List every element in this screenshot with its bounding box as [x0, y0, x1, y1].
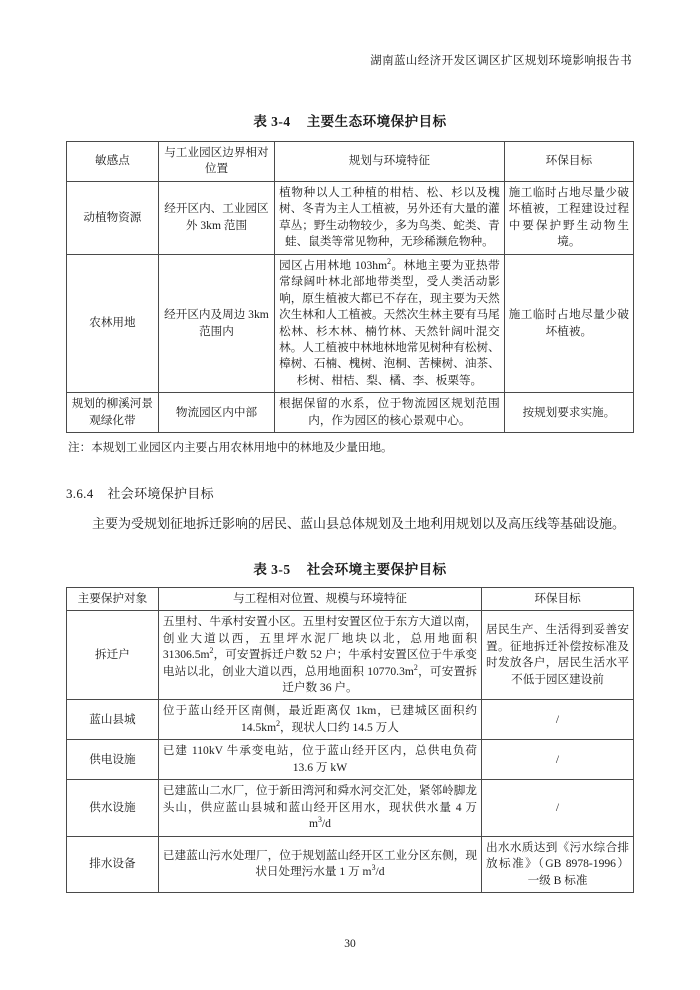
desc-text-c: ，可安置拆迁户数 36 户。 [282, 664, 478, 695]
table-3-4-header-row [67, 142, 634, 182]
superscript-unit: 2 [276, 719, 281, 729]
table-3-4-caption-number: 表 3-4 [253, 114, 291, 129]
cell-target: / [482, 780, 634, 836]
desc-text-a: 已建蓝山二水厂，位于新田湾河和舜水河交汇处，紧邻岭脚龙头山，供应蓝山县城和蓝山经开区用水，现状供水量 4 万 m [162, 784, 478, 831]
table-3-4-col-target: 环保目标 [504, 142, 633, 182]
superscript-unit: 3 [371, 863, 376, 873]
section-heading-3-6-4 [66, 483, 634, 502]
cell-relative-position: 经开区内、工业园区外 3km 范围 [158, 181, 274, 254]
superscript-unit: 2 [387, 256, 392, 266]
cell-description [158, 836, 481, 892]
table-3-4-note: 注：本规划工业园区内主要占用农林用地中的林地及少量田地。 [68, 441, 393, 455]
section-paragraph: 主要为受规划征地拆迁影响的居民、蓝山县总体规划及土地利用规划以及高压线等基础设施。 [92, 515, 626, 531]
cell-target: 施工临时占地尽量少破坏植被。 [504, 254, 633, 393]
table-row [67, 836, 634, 892]
cell-target: / [482, 700, 634, 740]
section-title: 社会环境保护目标 [107, 485, 214, 501]
desc-text-b: ，现状人口约 14.5 万人 [280, 720, 399, 734]
superscript-unit: 2 [209, 646, 214, 656]
table-row [67, 740, 634, 780]
page-number: 30 [344, 938, 356, 950]
superscript-unit: 3 [317, 815, 322, 825]
table-row [67, 780, 634, 836]
cell-target: 居民生产、生活得到妥善安置。征地拆迁补偿按标准及时发放各户，居民生活水平不低于园区建设前 [482, 611, 634, 700]
cell-sensitive-point: 农林用地 [67, 254, 159, 393]
cell-target: 出水水质达到《污水综合排放标准》（GB 8978-1996）一级 B 标准 [482, 836, 634, 892]
table-3-5-caption-number: 表 3-5 [253, 561, 291, 577]
table-row [67, 393, 634, 433]
cell-target: 施工临时占地尽量少破坏植被，工程建设过程中要保护野生动物生境。 [504, 181, 633, 254]
table-3-5-caption [66, 558, 634, 578]
superscript-unit: 2 [413, 662, 418, 672]
cell-description: 已建 110kV 牛承变电站，位于蓝山经开区内，总供电负荷 13.6 万 kW [158, 740, 481, 780]
cell-description [158, 780, 481, 836]
cell-object: 供电设施 [67, 740, 159, 780]
table-3-4-col-sensitive-point: 敏感点 [67, 142, 159, 182]
table-row [67, 254, 634, 393]
table-3-4 [66, 141, 634, 433]
table-3-5-col-description: 与工程相对位置、规模与环境特征 [158, 587, 481, 610]
cell-description [158, 611, 481, 700]
table-3-5-col-target: 环保目标 [482, 587, 634, 610]
section-number: 3.6.4 [66, 485, 94, 501]
table-3-4-caption-title: 主要生态环境保护目标 [306, 114, 447, 129]
table-3-5-header-row [67, 587, 634, 610]
table-3-4-col-relative-position: 与工业园区边界相对位置 [158, 142, 274, 182]
cell-target: / [482, 740, 634, 780]
cell-relative-position: 物流园区内中部 [158, 393, 274, 433]
features-text-b: 。林地主要为亚热带常绿阔叶林北部地带类型，受人类活动影响，原生植被大都已不存在，现主要为天然次生林和人工植被。天然次生林主要有马尾松林、杉木林、楠竹林、天然针阔叶混交林。人工植被中林地林地常见树种有松树、樟树、石楠、槐树、泡桐、苦楝树、油茶、杉树、柑桔、梨、橘、李、板栗等。 [279, 258, 500, 387]
cell-features: 植物种以人工种植的柑桔、松、杉以及槐树、冬青为主人工植被，另外还有大量的灌草丛；野生动物较少，多为鸟类、蛇类、青蛙、鼠类等常见物种，无珍稀濒危物种。 [275, 181, 505, 254]
desc-text-a: 五里村、牛承村安置小区。五里村安置区位于东方大道以南，创业大道以西，五里坪水泥厂地块以北，总用地面积 31306.5m [162, 615, 478, 662]
desc-text-b: ，可安置拆迁户数 52 户；牛承村安置区位于牛承变电站以北，创业大道以西，总用地面积 10770.3m [162, 648, 478, 678]
desc-text-b: /d [375, 865, 385, 879]
cell-sensitive-point: 规划的柳溪河景观绿化带 [67, 393, 159, 433]
cell-features [275, 254, 505, 393]
cell-features: 根据保留的水系，位于物流园区规划范围内，作为园区的核心景观中心。 [275, 393, 505, 433]
cell-object: 蓝山县城 [67, 700, 159, 740]
features-text-a: 园区占用林地 103hm [279, 258, 388, 272]
running-header: 湖南蓝山经济开发区调区扩区规划环境影响报告书 [370, 55, 632, 67]
table-3-5-caption-title: 社会环境主要保护目标 [306, 561, 447, 577]
cell-object: 供水设施 [67, 780, 159, 836]
cell-target: 按规划要求实施。 [504, 393, 633, 433]
cell-object: 拆迁户 [67, 611, 159, 700]
table-3-4-col-features: 规划与环境特征 [275, 142, 505, 182]
desc-text-a: 位于蓝山经开区南侧，最近距离仅 1km，已建城区面积约 14.5km [162, 704, 478, 734]
cell-sensitive-point: 动植物资源 [67, 181, 159, 254]
table-3-4-caption [66, 110, 634, 130]
desc-text-a: 已建蓝山污水处理厂，位于规划蓝山经开区工业分区东侧，现状日处理污水量 1 万 m [162, 848, 478, 879]
cell-object: 排水设备 [67, 836, 159, 892]
table-row [67, 611, 634, 700]
desc-text-b: /d [321, 817, 331, 831]
table-3-5 [66, 587, 634, 893]
table-row [67, 700, 634, 740]
cell-relative-position: 经开区内及周边 3km 范围内 [158, 254, 274, 393]
table-row [67, 181, 634, 254]
table-3-5-col-object: 主要保护对象 [67, 587, 159, 610]
cell-description [158, 700, 481, 740]
